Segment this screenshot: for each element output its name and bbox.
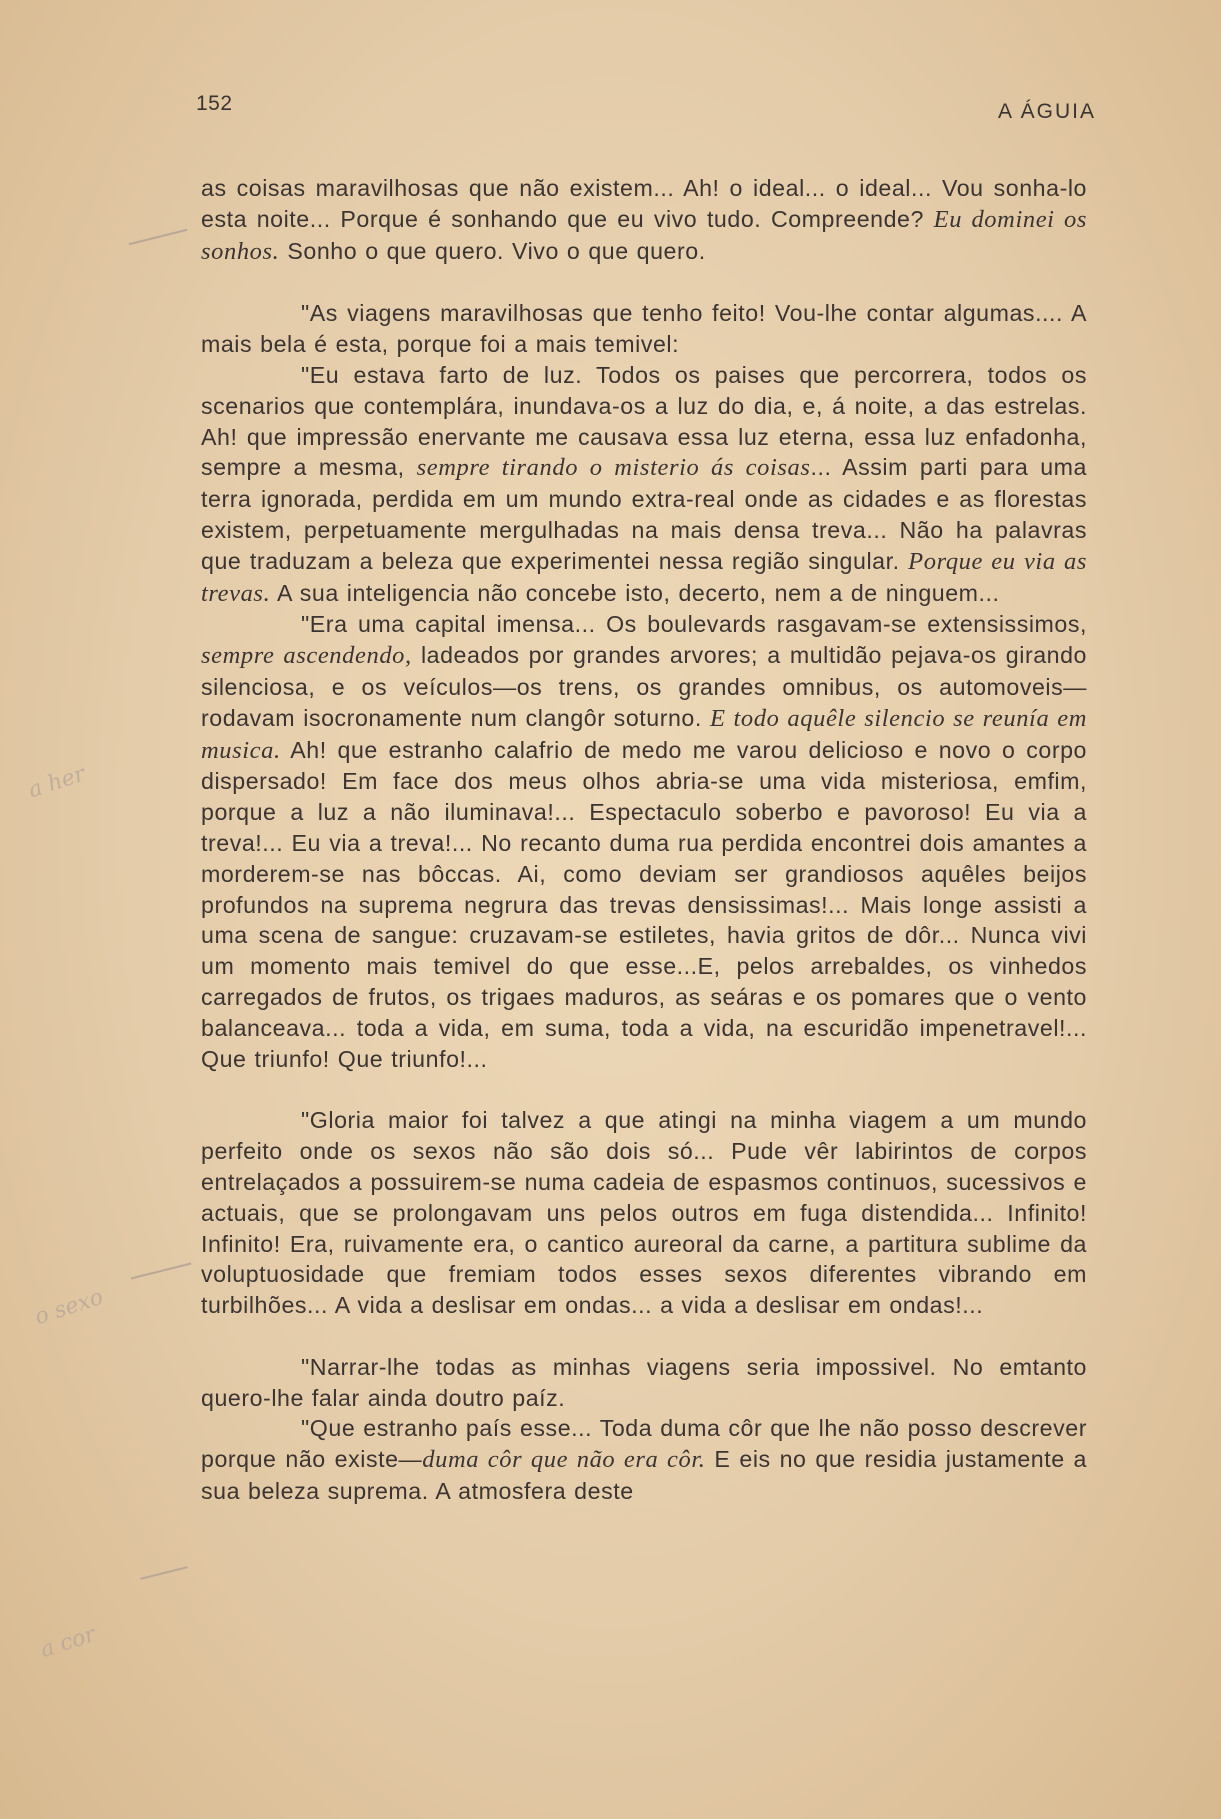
text-run: ... Assim parti para uma terra ignorada, perdida em um mundo extra-real onde as cidades e as florestas existem, perpetuamente mergulhadas na mais densa treva... Não ha palavras que traduzam a beleza que experimentei nessa região singular.: [201, 454, 1087, 574]
paragraph: [201, 173, 1087, 267]
text-run: A sua inteligencia não concebe isto, decerto, nem a de ninguem...: [270, 579, 1000, 606]
italic-phrase: Eu dominei os sonhos.: [201, 205, 1087, 265]
text-run: Sonho o que quero. Vivo o que quero.: [279, 237, 706, 264]
pencil-mark: [131, 1263, 192, 1280]
pencil-mark: [129, 229, 188, 245]
text-run: E eis no que residia justamente a sua beleza suprema. A atmosfera deste: [201, 1446, 1088, 1505]
text-run: "Era uma capital imensa... Os boulevards rasgavam-se extensissimos,: [301, 611, 1087, 638]
margin-note: o sexo: [31, 1284, 107, 1331]
paragraph: [201, 1105, 1087, 1321]
margin-note: a her: [25, 761, 89, 804]
paragraph: [201, 360, 1087, 609]
italic-phrase: E todo aquêle silencio se reunía em musica.: [201, 704, 1087, 764]
italic-phrase: duma côr que não era côr.: [422, 1446, 706, 1474]
text-run: "Gloria maior foi talvez a que atingi na minha viagem a um mundo perfeito onde os sexos não são dois só... Pude vêr labirintos de corpos entrelaçados a possuirem-se numa cadeia de espasmos continuos, sucessivos e actuais, que se prolongavam uns pelos outros em fuga distendida... Infinito! Infinito! Era, ruivamente era, o cantico aureoral da carne, a partitura sublime da voluptuosidade que fremiam todos esses sexos diferentes vibrando em turbilhões... A vida a deslisar em ondas... a vida a deslisar em ondas!...: [201, 1107, 1087, 1319]
text-run: Ah! que estranho calafrio de medo me varou delicioso e novo o corpo dispersado! Em face dos meus olhos abria-se uma vida misteriosa, emfim, porque a luz a não iluminava!... Espectaculo soberbo e pavoroso! Eu via a treva!... Eu via a treva!... No recanto duma rua perdida encontrei dois amantes a morderem-se nas bôccas. Ai, como deviam ser grandiosos aquêles beijos profundos na suprema negrura das trevas densissimas!... Mais longe assisti a uma scena de sangue: cruzavam-se estiletes, havia gritos de dôr... Nunca vivi um momento mais temivel do que esse...E, pelos arrebaldes, os vinhedos carregados de frutos, os trigaes maduros, as seáras e os pomares que o vento balanceava... toda a vida, em suma, toda a vida, na escuridão impenetravel!... Que triunfo! Que triunfo!...: [201, 736, 1087, 1072]
text-run: "Narrar-lhe todas as minhas viagens seria impossivel. No emtanto quero-lhe falar ainda doutro paíz.: [201, 1353, 1087, 1411]
pencil-mark: [140, 1566, 187, 1580]
page-number: 152: [196, 92, 233, 115]
paragraph: [201, 1352, 1087, 1414]
text-run: "As viagens maravilhosas que tenho feito! Vou-lhe contar algumas.... A mais bela é esta, porque foi a mais temivel:: [201, 300, 1087, 358]
paragraph: [201, 609, 1087, 1074]
paragraph: [201, 298, 1087, 360]
page-header: [196, 92, 1096, 132]
text-run: "Que estranho país esse... Toda duma côr que lhe não posso descrever porque não existe—: [201, 1415, 1087, 1473]
italic-phrase: sempre ascendendo,: [201, 642, 412, 670]
body-text: [201, 173, 1087, 1507]
text-run: "Eu estava farto de luz. Todos os paises que percorrera, todos os scenarios que contemplára, inundava-os a luz do dia, e, á noite, a das estrelas. Ah! que impressão enervante me causava essa luz eterna, essa luz enfadonha, sempre a mesma,: [201, 361, 1087, 481]
text-run: ladeados por grandes arvores; a multidão pejava-os girando silenciosa, e os veículos—os trens, os grandes omnibus, os automoveis—rodavam isocronamente num clangôr soturno.: [201, 642, 1087, 731]
margin-note: a cor: [37, 1621, 99, 1664]
italic-phrase: Porque eu via as trevas.: [201, 547, 1087, 607]
text-run: as coisas maravilhosas que não existem... Ah! o ideal... o ideal... Vou sonha-lo esta noite... Porque é sonhando que eu vivo tudo. Compreende?: [201, 175, 1087, 232]
paragraph: [201, 1413, 1087, 1506]
italic-phrase: sempre tirando o misterio ás coisas: [416, 454, 811, 482]
running-title: A ÁGUIA: [997, 100, 1096, 123]
